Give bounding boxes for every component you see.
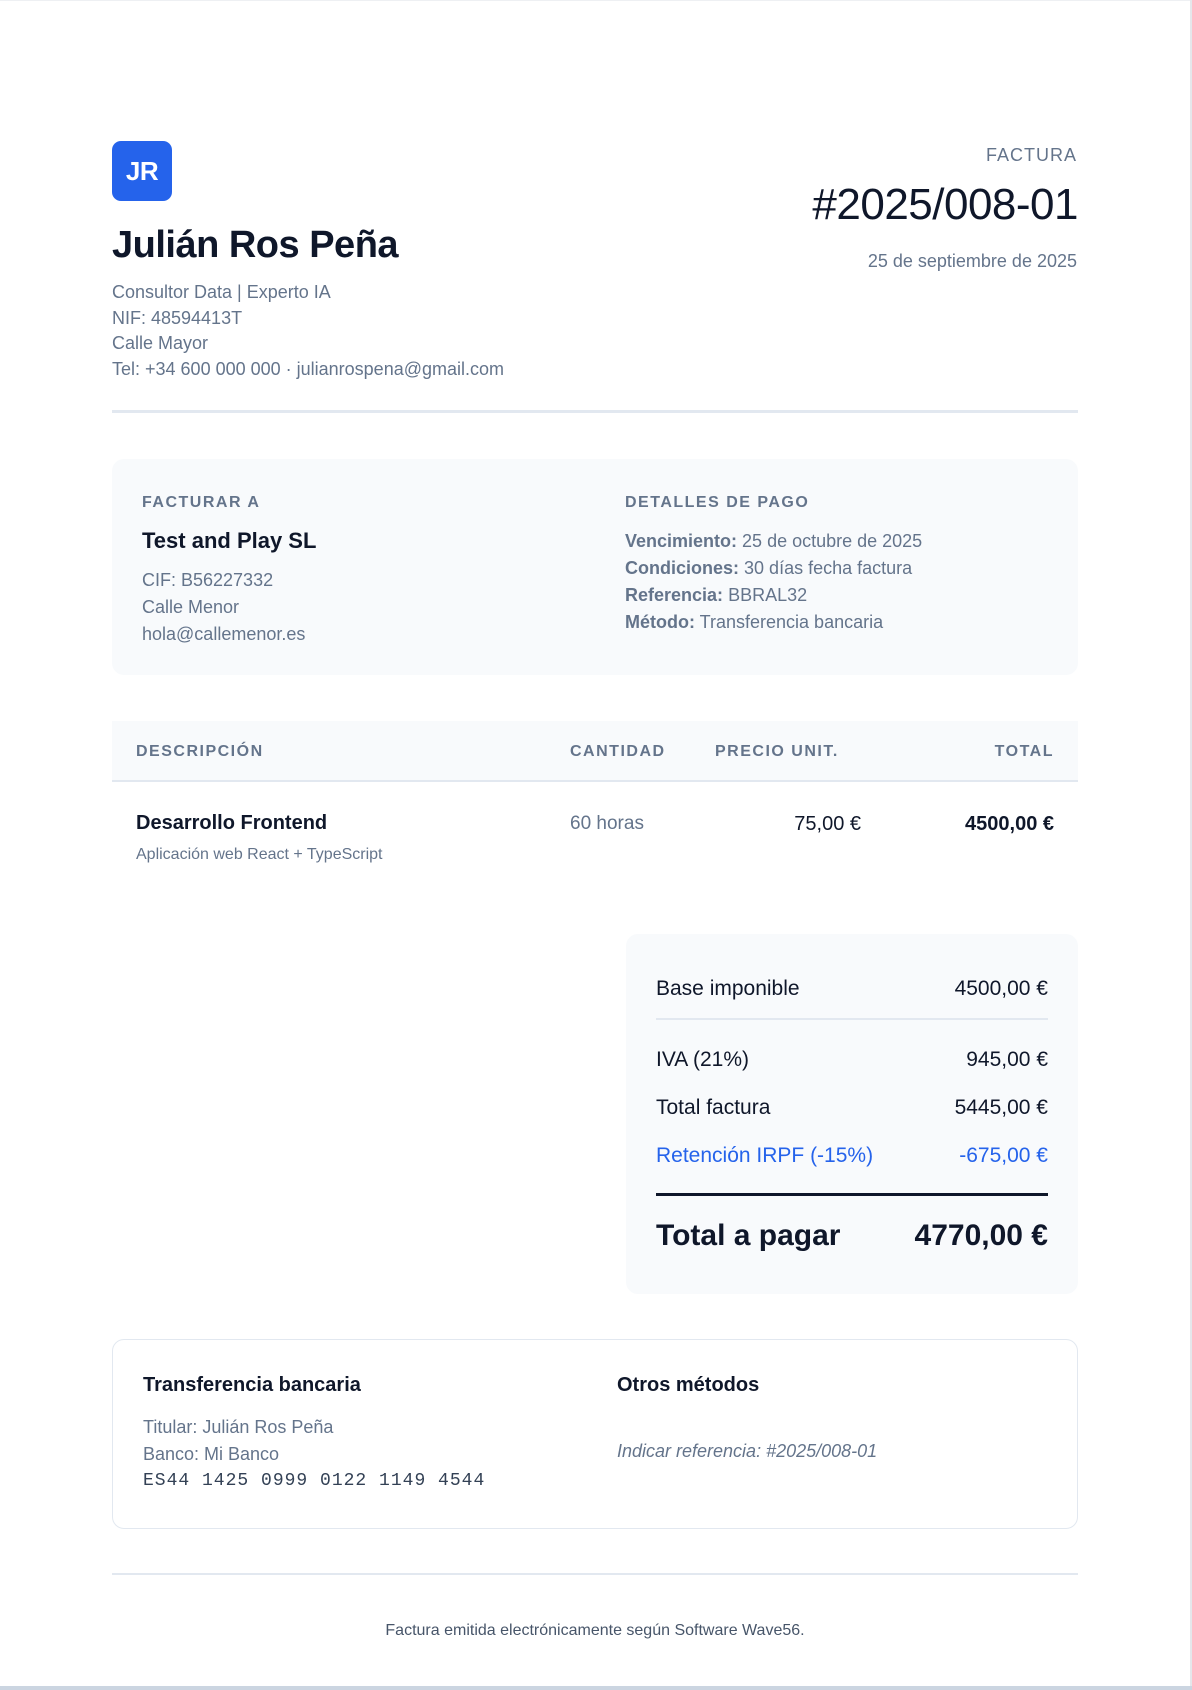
payment-ref-value: BBRAL32 <box>728 585 808 605</box>
items-table-header <box>112 721 1078 782</box>
reference-note: Indicar referencia: #2025/008-01 <box>617 1441 878 1461</box>
iva-label: IVA (21%) <box>656 1048 749 1071</box>
seller-initials: JR <box>125 155 159 186</box>
payment-reference <box>625 582 922 609</box>
totals-iva-row <box>656 1048 1048 1072</box>
totals-invoice-row <box>656 1096 1048 1120</box>
bank-iban: ES44 1425 0999 0122 1149 4544 <box>143 1471 486 1491</box>
page-top-edge <box>0 0 1192 1</box>
irpf-label: Retención IRPF (-15%) <box>656 1144 874 1167</box>
bank-holder: Titular: Julián Ros Peña <box>143 1417 334 1437</box>
payment-details <box>625 528 922 636</box>
header-divider <box>112 410 1078 413</box>
payment-terms <box>625 555 922 582</box>
totals-panel <box>626 934 1078 1294</box>
item-total: 4500,00 € <box>965 813 1054 835</box>
totals-irpf-row <box>656 1144 1048 1168</box>
client-details <box>142 567 305 648</box>
seller-contact: Tel: +34 600 000 000 · julianrospena@gmail.com <box>112 358 505 379</box>
totals-base-row <box>656 977 1048 1001</box>
client-name: Test and Play SL <box>142 528 317 553</box>
client-email: hola@callemenor.es <box>142 624 306 644</box>
seller-title: Consultor Data | Experto IA <box>112 282 331 302</box>
invoice-label: FACTURA <box>985 145 1077 165</box>
grand-total-value: 4770,00 € <box>914 1219 1048 1252</box>
payment-due-value: 25 de octubre de 2025 <box>742 531 923 551</box>
base-value: 4500,00 € <box>954 977 1048 1000</box>
payment-details-label: DETALLES DE PAGO <box>625 494 810 511</box>
invoice-date: 25 de septiembre de 2025 <box>867 251 1077 271</box>
item-unit-price: 75,00 € <box>794 813 861 835</box>
item-title: Desarrollo Frontend <box>136 812 328 834</box>
other-methods-title: Otros métodos <box>617 1374 760 1396</box>
page-bottom-edge <box>0 1686 1192 1690</box>
seller-logo <box>112 141 172 201</box>
billing-info-panel <box>112 459 1078 675</box>
seller-address: Calle Mayor <box>112 333 209 353</box>
payment-methods-panel <box>112 1339 1078 1529</box>
payment-method-label: Método: <box>625 612 695 632</box>
col-quantity: CANTIDAD <box>570 743 666 760</box>
payment-terms-label: Condiciones: <box>625 558 740 578</box>
totals-divider <box>656 1018 1048 1020</box>
payment-terms-value: 30 días fecha factura <box>744 558 913 578</box>
invoice-total-label: Total factura <box>656 1096 771 1119</box>
bank-name: Banco: Mi Banco <box>143 1444 280 1464</box>
totals-grand-row <box>656 1219 1048 1253</box>
footer-note: Factura emitida electrónicamente según Software Wave56. <box>385 1622 805 1639</box>
payment-due-label: Vencimiento: <box>625 531 738 551</box>
grand-total-label: Total a pagar <box>656 1219 841 1252</box>
invoice-number: #2025/008-01 <box>812 180 1078 229</box>
seller-nif: NIF: 48594413T <box>112 307 243 328</box>
col-total: TOTAL <box>994 743 1054 760</box>
client-address: Calle Menor <box>142 597 240 617</box>
client-cif: CIF: B56227332 <box>142 570 274 590</box>
item-quantity: 60 horas <box>570 813 644 834</box>
invoice-total-value: 5445,00 € <box>954 1096 1048 1119</box>
payment-method-value: Transferencia bancaria <box>699 612 884 632</box>
item-subtitle: Aplicación web React + TypeScript <box>136 846 383 863</box>
irpf-value: -675,00 € <box>959 1144 1048 1167</box>
payment-method <box>625 609 922 636</box>
base-label: Base imponible <box>656 977 800 1000</box>
payment-ref-label: Referencia: <box>625 585 724 605</box>
col-description: DESCRIPCIÓN <box>136 743 264 760</box>
col-unit-price: PRECIO UNIT. <box>715 743 839 760</box>
payment-due <box>625 528 922 555</box>
totals-strong-divider <box>656 1193 1048 1196</box>
bank-transfer-title: Transferencia bancaria <box>143 1374 361 1396</box>
bank-details <box>143 1414 485 1495</box>
footer-divider <box>112 1573 1078 1575</box>
iva-value: 945,00 € <box>966 1048 1048 1071</box>
bill-to-label: FACTURAR A <box>142 494 261 511</box>
seller-name: Julián Ros Peña <box>112 224 399 266</box>
table-row <box>112 782 1078 882</box>
seller-details <box>112 280 504 382</box>
